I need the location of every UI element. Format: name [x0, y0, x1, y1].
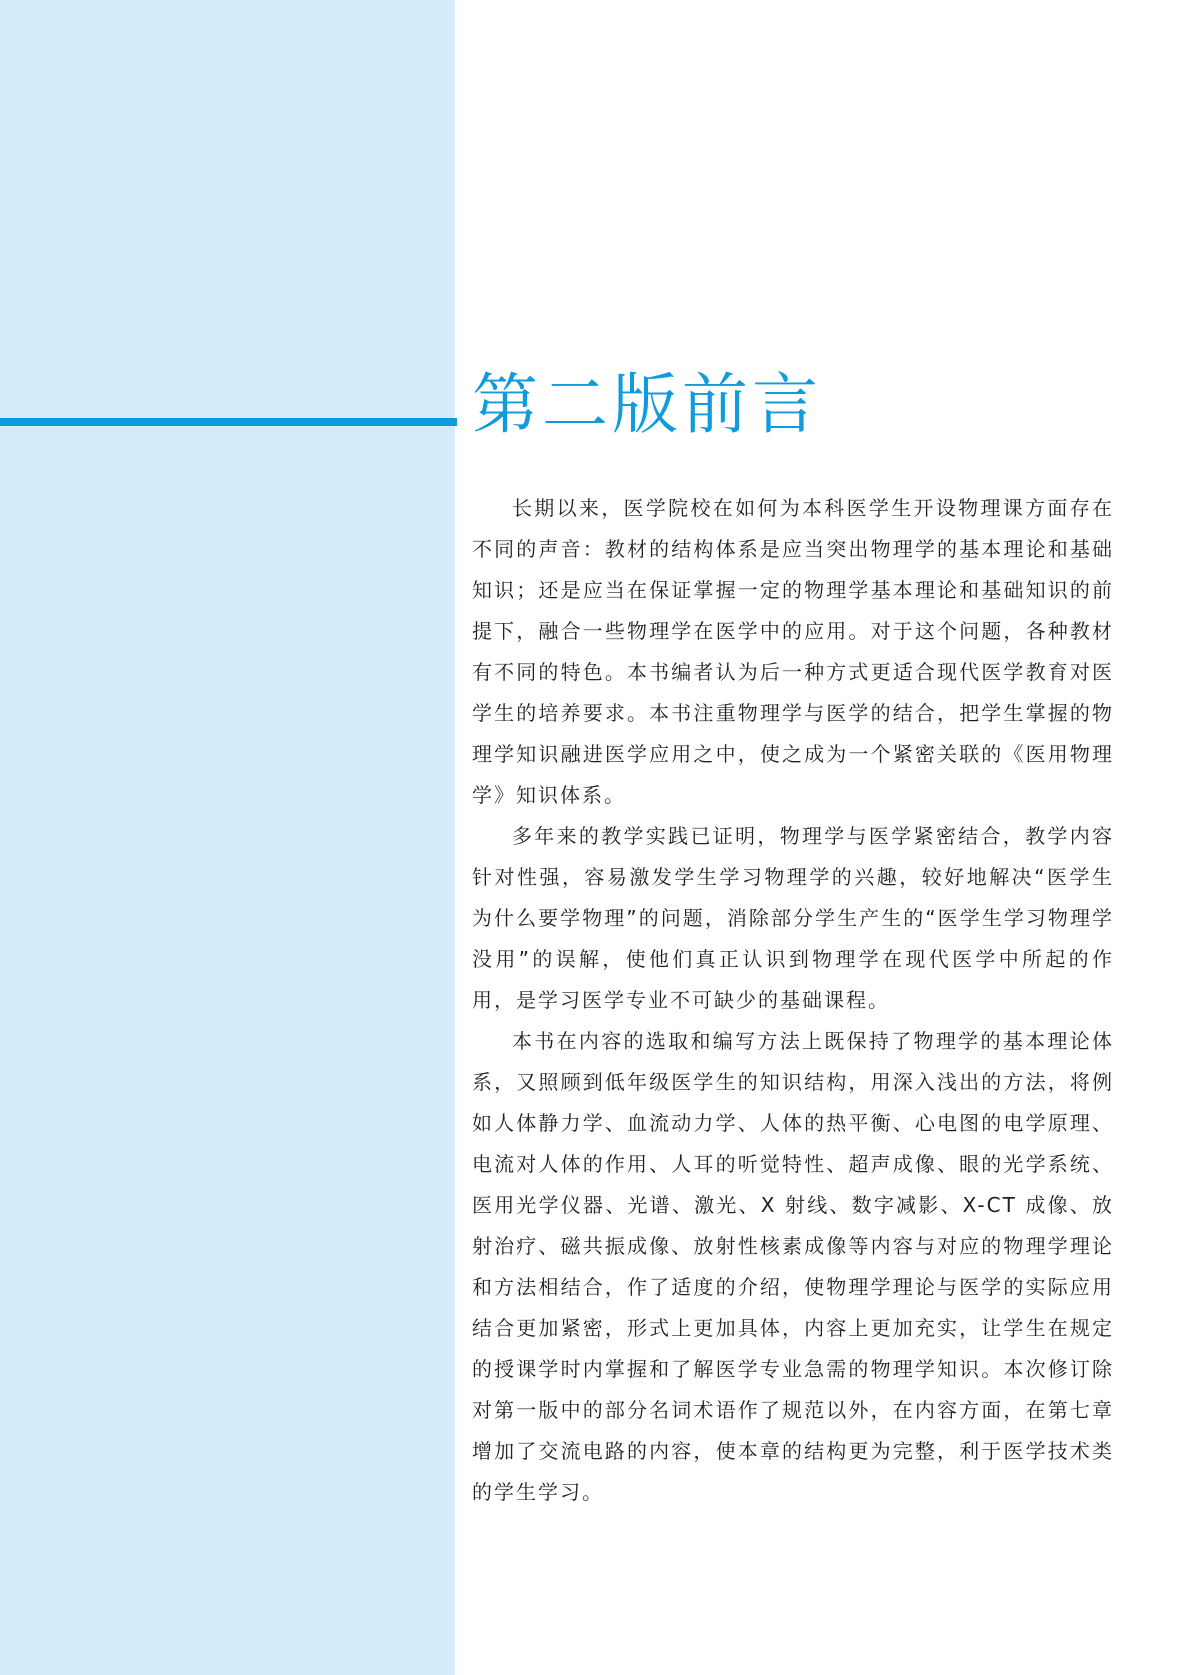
paragraph-1: 长期以来，医学院校在如何为本科医学生开设物理课方面存在不同的声音：教材的结构体系是应当突出物理学的基本理论和基础知识；还是应当在保证掌握一定的物理学基本理论和基础知识的前提下，融合一些物理学在医学中的应用。对于这个问题，各种教材有不同的特色。本书编者认为后一种方式更适合现代医学教育对医学生的培养要求。本书注重物理学与医学的结合，把学生掌握的物理学知识融进医学应用之中，使之成为一个紧密关联的《医用物理学》知识体系。	[472, 496, 1114, 807]
side-panel	[0, 0, 455, 1675]
title-rule	[0, 418, 457, 426]
paragraph-3: 本书在内容的选取和编写方法上既保持了物理学的基本理论体系，又照顾到低年级医学生的知识结构，用深入浅出的方法，将例如人体静力学、血流动力学、人体的热平衡、心电图的电学原理、电流对人体的作用、人耳的听觉特性、超声成像、眼的光学系统、医用光学仪器、光谱、激光、X 射线、数字减影、X-CT 成像、放射治疗、磁共振成像、放射性核素成像等内容与对应的物理学理论和方法相结合，作了适度的介绍，使物理学理论与医学的实际应用结合更加紧密，形式上更加具体，内容上更加充实，让学生在规定的授课学时内掌握和了解医学专业急需的物理学知识。本次修订除对第一版中的部分名词术语作了规范以外，在内容方面，在第七章增加了交流电路的内容，使本章的结构更为完整，利于医学技术类的学生学习。	[472, 1029, 1114, 1504]
paragraph-2: 多年来的教学实践已证明，物理学与医学紧密结合，教学内容针对性强，容易激发学生学习物理学的兴趣，较好地解决“医学生为什么要学物理”的问题，消除部分学生产生的“医学生学习物理学没用”的误解，使他们真正认识到物理学在现代医学中所起的作用，是学习医学专业不可缺少的基础课程。	[472, 824, 1114, 1012]
page-title: 第二版前言	[472, 366, 822, 443]
preface-body	[472, 488, 1114, 1513]
